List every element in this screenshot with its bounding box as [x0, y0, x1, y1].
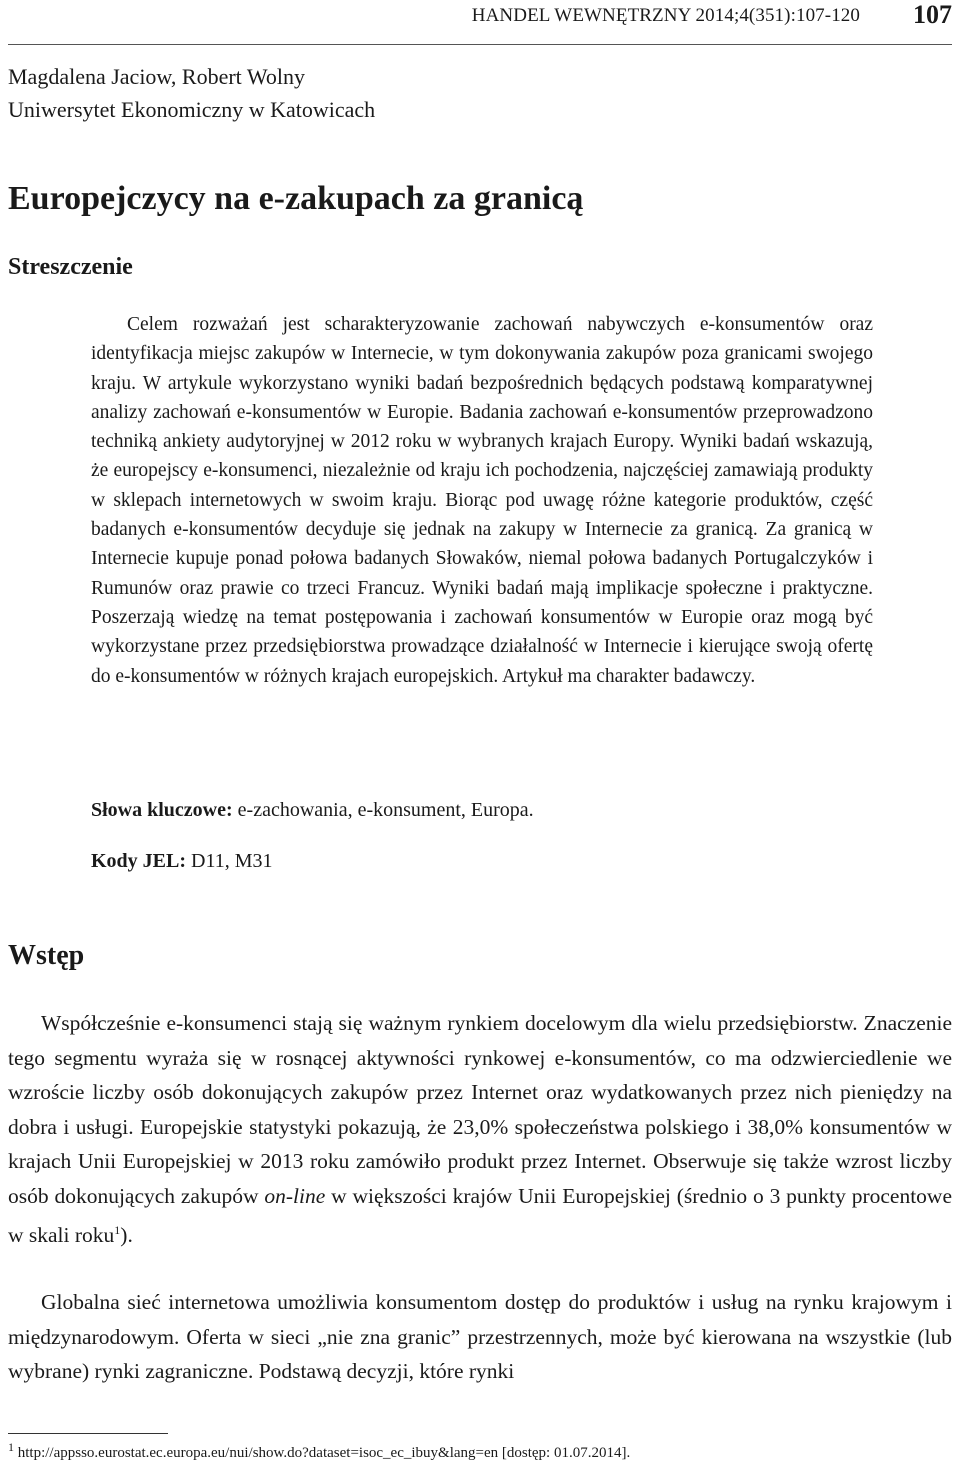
intro-p1-italic: on-line: [264, 1183, 326, 1208]
journal-citation: HANDEL WEWNĘTRZNY 2014;4(351):107-120: [471, 5, 860, 26]
article-title: Europejczycy na e-zakupach za granicą: [8, 180, 584, 217]
abstract-heading: Streszczenie: [8, 254, 133, 280]
intro-p1-text-c: ).: [120, 1223, 133, 1248]
jel-label: Kody JEL:: [91, 850, 187, 872]
footnote-divider: [8, 1433, 168, 1434]
jel-codes-line: [91, 850, 273, 873]
intro-p1-text-a: Współcześnie e-konsumenci stają się ważnym rynkiem docelowym dla wielu przedsiębiorstw. Znaczenie tego segmentu wyraża się w rosnącej aktywności rynkowej e-konsumentów, co ma odzwierciedlenie we wzroście liczby osób dokonujących zakupów przez Internet oraz wydatkowanych przez nich pieniędzy na dobra i usługi. Europejskie statystyki pokazują, że 23,0% społeczeństwa polskiego i 38,0% konsumentów w krajach Unii Europejskiej w 2013 roku zamówiło produkt przez Internet. Obserwuje się także wzrost liczby osób dokonujących zakupów: [8, 1011, 952, 1208]
intro-paragraph-1: [8, 1006, 952, 1253]
footnote-reference[interactable]: 1: [114, 1223, 121, 1237]
keywords-label: Słowa kluczowe:: [91, 799, 233, 821]
footnote-link[interactable]: http://appsso.eurostat.ec.europa.eu/nui/show.do?dataset=isoc_ec_ibuy&lang=en [dostęp: 01.07.2014].: [14, 1445, 631, 1461]
author-block: [8, 60, 375, 126]
footnote-number: 1: [8, 1440, 14, 1454]
running-header: [8, 0, 952, 45]
intro-paragraph-2: Globalna sieć internetowa umożliwia konsumentom dostęp do produktów i usług na rynku krajowym i międzynarodowym. Oferta w sieci „nie zna granic” przestrzennych, może być kierowana na wszystkie (lub wybrane) rynki zagraniczne. Podstawą decyzji, które rynki: [8, 1290, 952, 1383]
section-heading-intro: Wstęp: [8, 940, 85, 971]
page-number: 107: [913, 0, 952, 29]
author-names: Magdalena Jaciow, Robert Wolny: [8, 64, 305, 89]
intro-p1-text-b: w większości krajów Unii Europejskiej (średnio o 3 punkty procentowe w skali roku: [8, 1183, 952, 1248]
footnote: [8, 1440, 630, 1462]
keywords-line: [91, 799, 534, 822]
keywords-value: e-zachowania, e-konsument, Europa.: [232, 799, 534, 821]
author-affiliation: Uniwersytet Ekonomiczny w Katowicach: [8, 97, 376, 122]
jel-value: D11, M31: [186, 850, 273, 872]
abstract-text: Celem rozważań jest scharakteryzowanie zachowań nabywczych e-konsumentów oraz identyfikacja miejsc zakupów w Internecie, w tym dokonywania zakupów poza granicami swojego kraju. W artykule wykorzystano wyniki badań bezpośrednich będących podstawą komparatywnej analizy zachowań e-konsumentów w Europie. Badania zachowań e-konsumentów przeprowadzono techniką ankiety audytoryjnej w 2012 roku w wybranych krajach Europy. Wyniki badań wskazują, że europejscy e-konsumenci, niezależnie od kraju ich pochodzenia, najczęściej zamawiają produkty w sklepach internetowych w swoim kraju. Biorąc pod uwagę różne kategorie produktów, część badanych e-konsumentów decyduje się jednak na zakupy w Internecie za granicą. Za granicą w Internecie kupuje ponad połowa badanych Słowaków, niemal połowa badanych Portugalczyków i Rumunów oraz prawie co trzeci Francuz. Wyniki badań mają implikacje społeczne i praktyczne. Poszerzają wiedzę na temat postępowania i zachowań konsumentów w Europie oraz mogą być wykorzystane przez przedsiębiorstwa prowadzące działalność w Internecie i kierujące swoją ofertę do e-konsumentów w różnych krajach europejskich. Artykuł ma charakter badawczy.: [91, 314, 873, 687]
